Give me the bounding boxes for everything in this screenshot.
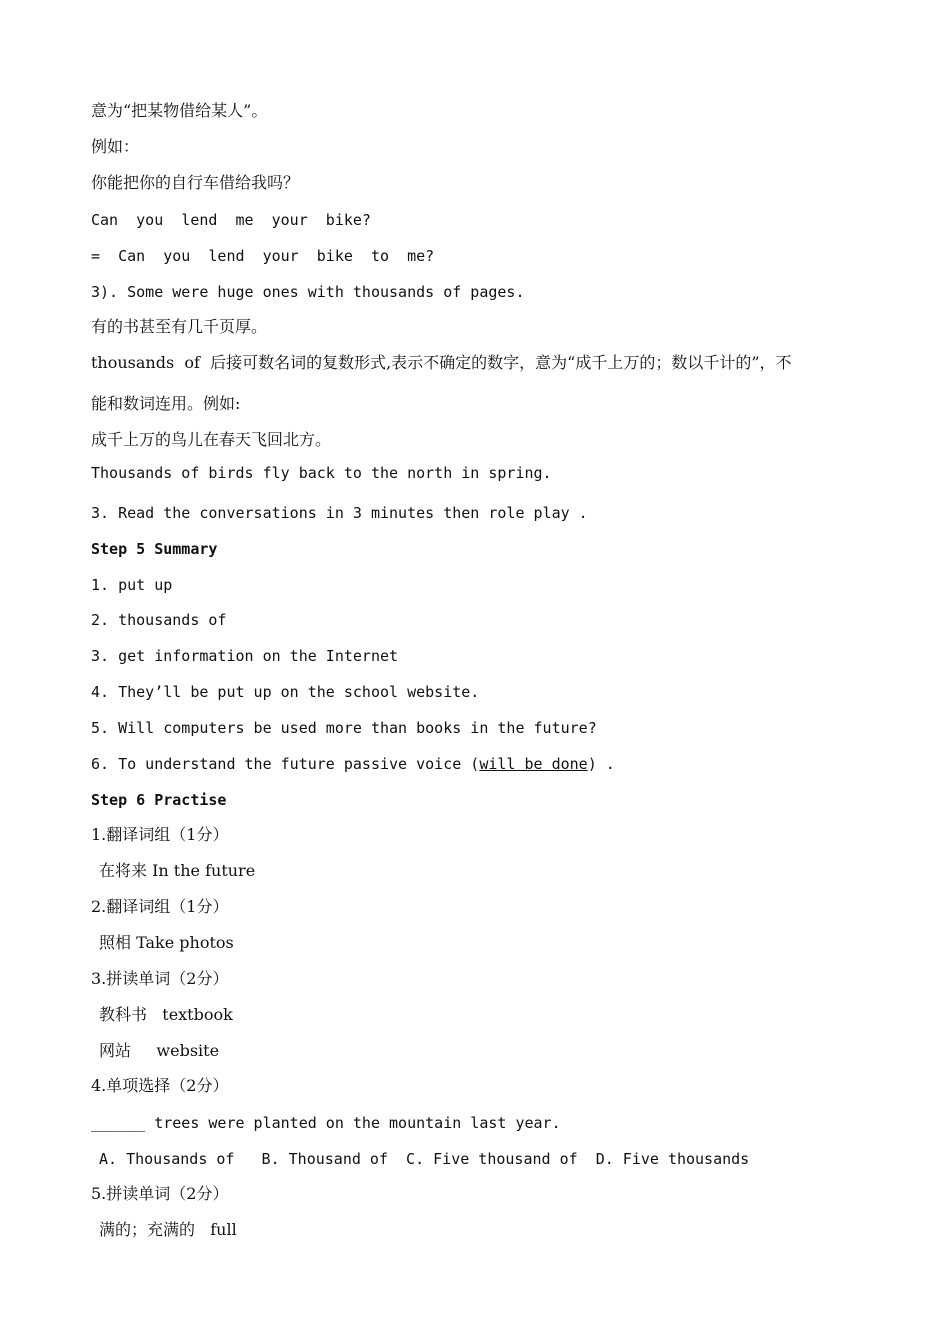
text-line: 能和数词连用。例如: [91, 394, 241, 413]
question-stem: ______ trees were planted on the mountain last year. [91, 1114, 561, 1132]
list-item: 3. get information on the Internet [91, 647, 399, 665]
text-line: 你能把你的自行车借给我吗？ [91, 173, 300, 192]
list-item: 1. put up [91, 576, 173, 594]
text-line: = Can you lend your bike to me? [91, 247, 435, 265]
list-item-text: 6. To understand the future passive voice ( [91, 755, 480, 773]
text-line: 意为“把某物借给某人”。 [91, 101, 268, 120]
list-item [91, 754, 615, 774]
answer-line: 照相 Take photos [99, 933, 234, 952]
text-line: 3). Some were huge ones with thousands of pages. [91, 283, 525, 301]
text-line: thousands of 后接可数名词的复数形式,表示不确定的数字，意为“成千上万的；数以千计的”，不 [91, 353, 792, 372]
text-line: Thousands of birds fly back to the north in spring. [91, 464, 552, 482]
list-item: 4. They’ll be put up on the school website. [91, 683, 480, 701]
answer-line: 在将来 In the future [99, 861, 256, 880]
section-heading: Step 5 Summary [91, 540, 218, 558]
list-item: 2. thousands of [91, 611, 227, 629]
question-heading: 5.拼读单词（2分） [91, 1184, 229, 1203]
answer-line: 网站 website [99, 1041, 220, 1060]
list-item-text: ) . [587, 755, 615, 773]
underlined-phrase: will be done [479, 755, 588, 773]
text-line: 例如： [91, 137, 140, 156]
text-line: 有的书甚至有几千页厚。 [91, 317, 268, 336]
answer-line: 满的；充满的 full [99, 1220, 237, 1239]
answer-line: 教科书 textbook [99, 1005, 233, 1024]
question-heading: 4.单项选择（2分） [91, 1076, 229, 1095]
text-line: 成千上万的鸟儿在春天飞回北方。 [91, 430, 332, 449]
question-heading: 2.翻译词组（1分） [91, 897, 229, 916]
question-heading: 3.拼读单词（2分） [91, 969, 229, 988]
question-heading: 1.翻译词组（1分） [91, 825, 229, 844]
section-heading: Step 6 Practise [91, 791, 227, 809]
text-line: 3. Read the conversations in 3 minutes then role play . [91, 504, 588, 522]
list-item: 5. Will computers be used more than books in the future? [91, 719, 597, 737]
answer-options: A. Thousands of B. Thousand of C. Five thousand of D. Five thousands [99, 1150, 750, 1168]
text-line: Can you lend me your bike? [91, 211, 371, 229]
